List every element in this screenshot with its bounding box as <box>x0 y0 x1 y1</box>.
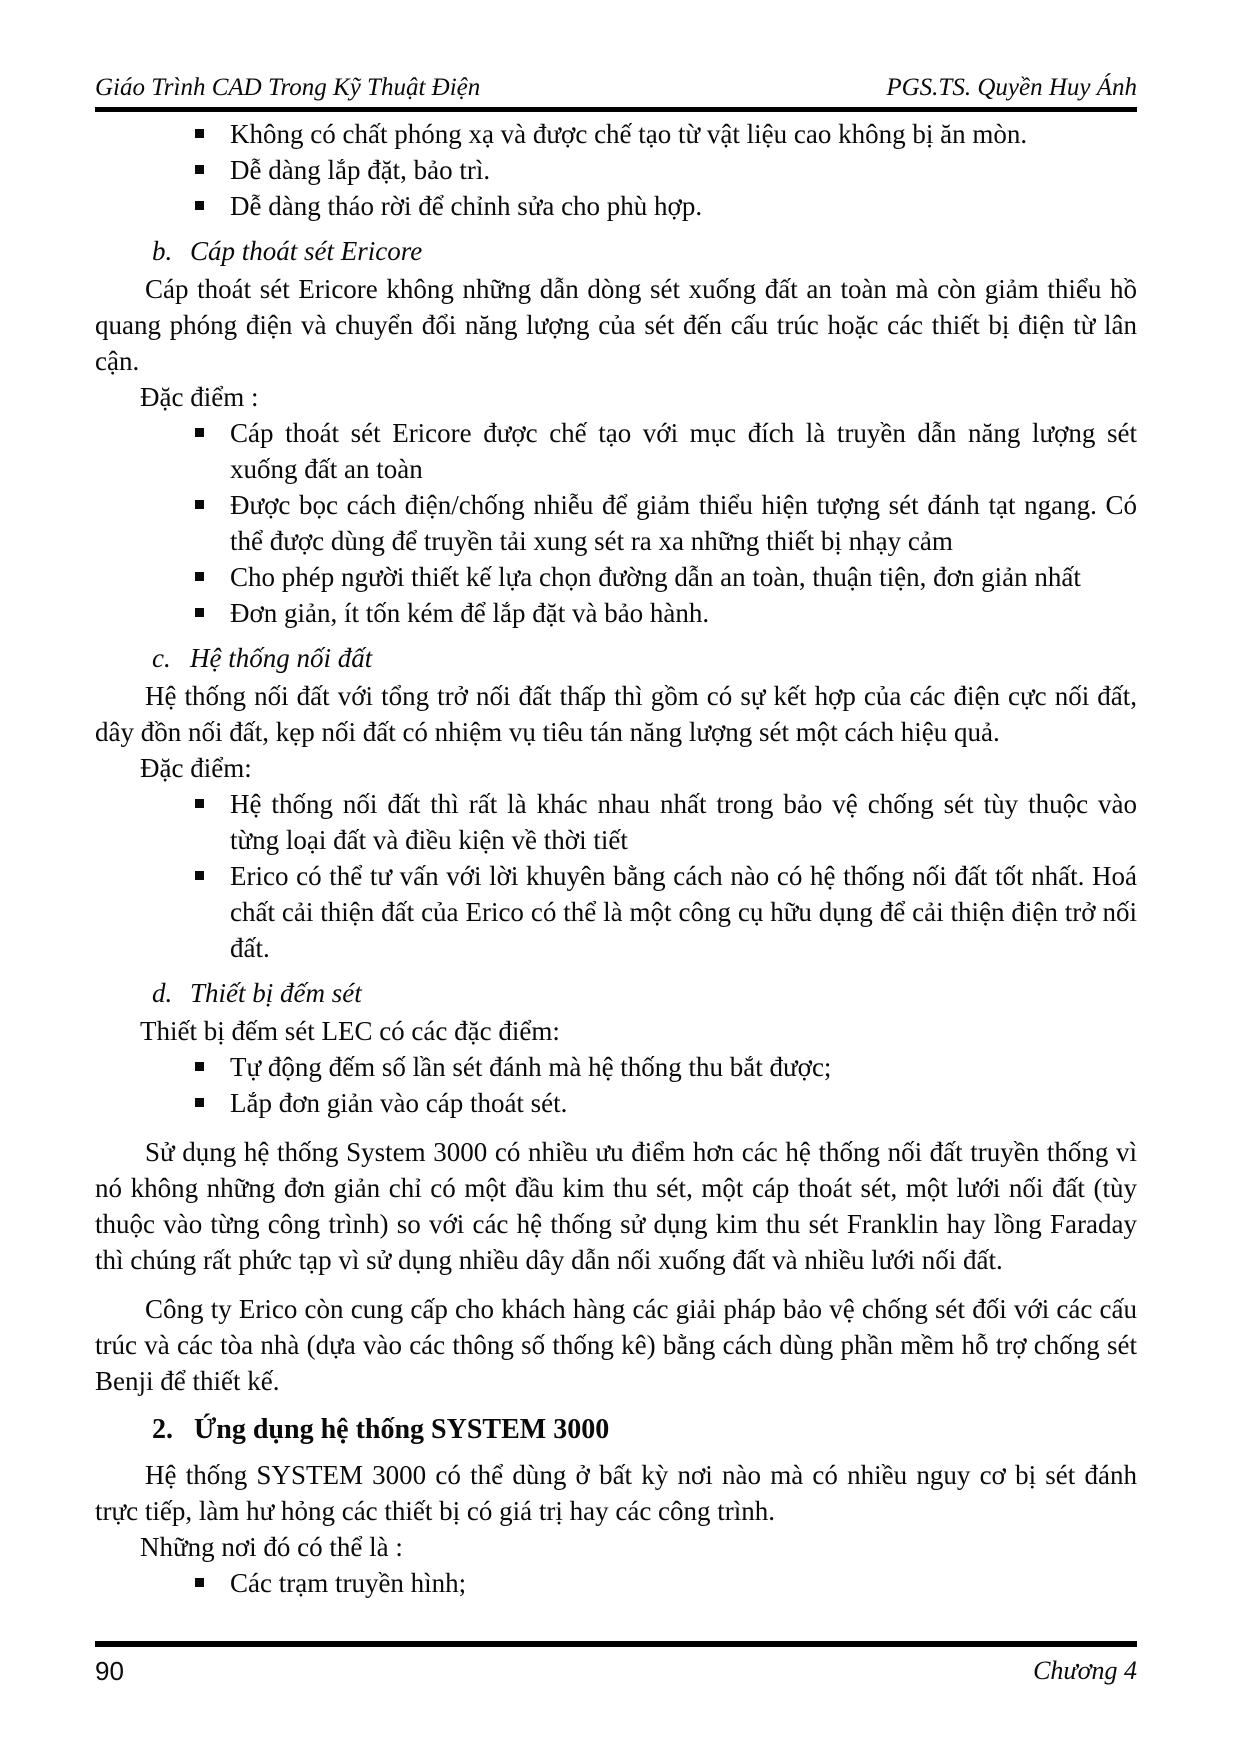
section-b-heading <box>95 233 1137 269</box>
list-item <box>95 595 1137 631</box>
list-item-text: Hệ thống nối đất thì rất là khác nhau nhất trong bảo vệ chống sét tùy thuộc vào từng loại đất và điều kiện về thời tiết <box>230 789 1137 855</box>
page-footer <box>95 1641 1137 1686</box>
list-item-text: Đơn giản, ít tốn kém để lắp đặt và bảo hành. <box>230 598 710 628</box>
bullet-square-icon <box>195 500 204 509</box>
list-item <box>95 152 1137 188</box>
section-d-title: Thiết bị đếm sét <box>190 978 362 1008</box>
section-2-number: 2. <box>152 1414 173 1445</box>
section-c-heading <box>95 640 1137 676</box>
section-b-number: b. <box>152 236 173 266</box>
bullet-square-icon <box>195 871 204 880</box>
list-item-text: Không có chất phóng xạ và được chế tạo từ vật liệu cao không bị ăn mòn. <box>230 119 1028 149</box>
footer-page-number: 90 <box>95 1656 124 1686</box>
list-item <box>95 415 1137 487</box>
footer-chapter-label: Chương 4 <box>1033 1656 1137 1685</box>
header-book-title: Giáo Trình CAD Trong Kỹ Thuật Điện <box>95 74 481 101</box>
section-b-paragraph: Cáp thoát sét Ericore không những dẫn dòng sét xuống đất an toàn mà còn giảm thiểu hồ quang phóng điện và chuyển đổi năng lượng của sét đến cấu trúc hoặc các thiết bị điện từ lân cận. <box>95 274 1137 376</box>
bullet-square-icon <box>195 572 204 581</box>
section-2-paragraph: Hệ thống SYSTEM 3000 có thể dùng ở bất kỳ nơi nào mà có nhiều nguy cơ bị sét đánh trực tiếp, làm hư hỏng các thiết bị có giá trị hay các công trình. <box>95 1460 1137 1526</box>
section-c-paragraph: Hệ thống nối đất với tổng trở nối đất thấp thì gồm có sự kết hợp của các điện cực nối đất, dây đồn nối đất, kẹp nối đất có nhiệm vụ tiêu tán năng lượng sét một cách hiệu quả. <box>95 681 1137 747</box>
page-body <box>95 116 1137 1601</box>
list-item-text: Các trạm truyền hình; <box>230 1568 467 1598</box>
section-b-title: Cáp thoát sét Ericore <box>190 236 423 266</box>
section-c-title: Hệ thống nối đất <box>190 643 373 673</box>
list-item-text: Tự động đếm số lần sét đánh mà hệ thống thu bắt được; <box>230 1052 832 1082</box>
bullet-square-icon <box>195 1098 204 1107</box>
list-item-text: Erico có thể tư vấn với lời khuyên bằng cách nào có hệ thống nối đất tốt nhất. Hoá chất cải thiện đất của Erico có thể là một công cụ hữu dụng để cải thiện điện trở nối đất. <box>230 861 1137 963</box>
list-item <box>95 1085 1137 1121</box>
section-d-number: d. <box>152 978 173 1008</box>
section-2-heading <box>95 1412 1137 1448</box>
list-item-text: Cho phép người thiết kế lựa chọn đường dẫn an toàn, thuận tiện, đơn giản nhất <box>230 562 1081 592</box>
section-2-bullet-list <box>95 1565 1137 1601</box>
bullet-square-icon <box>195 1578 204 1587</box>
list-item <box>95 1049 1137 1085</box>
section-b-bullet-list <box>95 415 1137 631</box>
list-item-text: Được bọc cách điện/chống nhiễu để giảm thiểu hiện tượng sét đánh tạt ngang. Có thể được dùng để truyền tải xung sét ra xa những thiết bị nhạy cảm <box>230 490 1137 556</box>
section-d-bullet-list <box>95 1049 1137 1121</box>
bullet-square-icon <box>195 201 204 210</box>
system3000-paragraph: Sử dụng hệ thống System 3000 có nhiều ưu điểm hơn các hệ thống nối đất truyền thống vì nó không những đơn giản chỉ có một đầu kim thu sét, một cáp thoát sét, một lưới nối đất (tùy thuộc vào từng công trình) so với các hệ thống sử dụng kim thu sét Franklin hay lồng Faraday thì chúng rất phức tạp vì sử dụng nhiều dây dẫn nối xuống đất và nhiều lưới nối đất. <box>95 1137 1137 1275</box>
bullet-square-icon <box>195 165 204 174</box>
section-c-number: c. <box>152 643 171 673</box>
section-2-title: Ứng dụng hệ thống SYSTEM 3000 <box>194 1414 610 1445</box>
section-b-features-label: Đặc điểm : <box>140 382 259 412</box>
bullet-square-icon <box>195 428 204 437</box>
list-item <box>95 188 1137 224</box>
list-item <box>95 559 1137 595</box>
list-item <box>95 858 1137 966</box>
bullet-square-icon <box>195 129 204 138</box>
bullet-square-icon <box>195 608 204 617</box>
list-item <box>95 487 1137 559</box>
list-item-text: Cáp thoát sét Ericore được chế tạo với mục đích là truyền dẫn năng lượng sét xuống đất an toàn <box>230 418 1137 484</box>
list-item-text: Lắp đơn giản vào cáp thoát sét. <box>230 1088 568 1118</box>
section-d-intro: Thiết bị đếm sét LEC có các đặc điểm: <box>140 1016 560 1046</box>
bullet-square-icon <box>195 799 204 808</box>
bullet-square-icon <box>195 1062 204 1071</box>
list-item <box>95 116 1137 152</box>
header-author: PGS.TS. Quyền Huy Ánh <box>886 74 1137 101</box>
erico-paragraph: Công ty Erico còn cung cấp cho khách hàng các giải pháp bảo vệ chống sét đối với các cấu trúc và các tòa nhà (dựa vào các thông số thống kê) bằng cách dùng phần mềm hỗ trợ chống sét Benji để thiết kế. <box>95 1294 1137 1396</box>
section-2-intro: Những nơi đó có thể là : <box>140 1532 403 1562</box>
section-c-features-label: Đặc điểm: <box>140 753 252 783</box>
list-item-text: Dễ dàng tháo rời để chỉnh sửa cho phù hợp. <box>230 191 703 221</box>
section-c-bullet-list <box>95 786 1137 966</box>
list-item <box>95 1565 1137 1601</box>
intro-bullet-list <box>95 116 1137 224</box>
page-header <box>95 74 1137 112</box>
section-d-heading <box>95 975 1137 1011</box>
list-item-text: Dễ dàng lắp đặt, bảo trì. <box>230 155 491 185</box>
list-item <box>95 786 1137 858</box>
